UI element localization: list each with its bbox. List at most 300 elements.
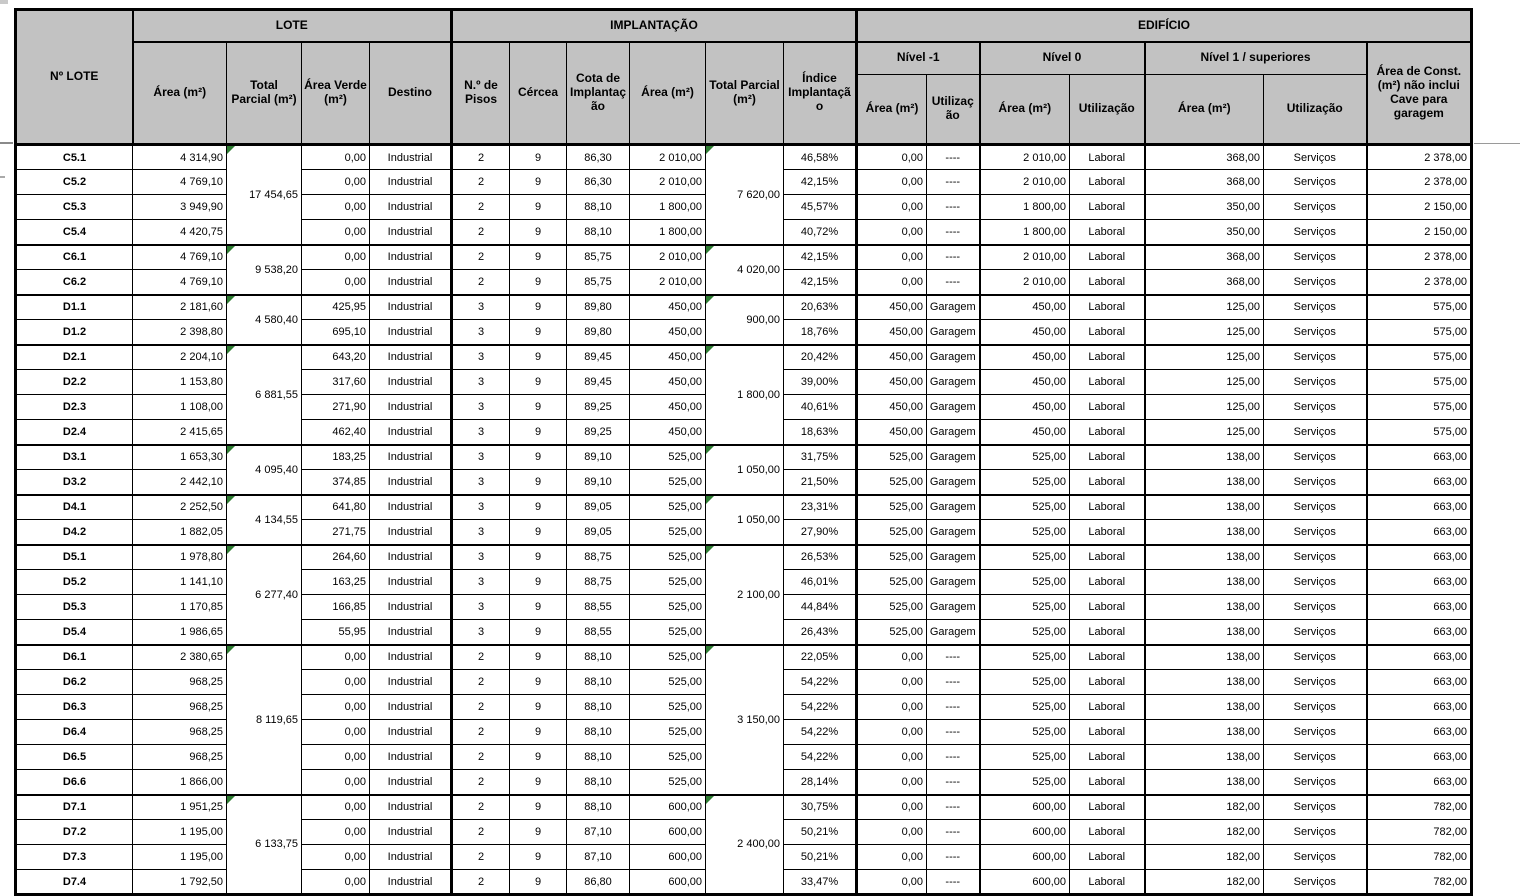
cell-cercea: 9 (510, 170, 567, 195)
cell-cota: 88,55 (567, 620, 630, 645)
cell-cercea: 9 (510, 420, 567, 445)
cell-ns-utilizacao: Serviços (1264, 370, 1367, 395)
cell-impl-area: 1 800,00 (630, 195, 706, 220)
cell-cota: 89,25 (567, 420, 630, 445)
cell-n0-utilizacao: Laboral (1070, 520, 1145, 545)
cell-destino: Industrial (370, 470, 452, 495)
cell-ns-area: 138,00 (1145, 595, 1264, 620)
cell-const-area: 2 150,00 (1367, 220, 1472, 245)
cell-destino: Industrial (370, 795, 452, 820)
cell-area-verde: 374,85 (302, 470, 370, 495)
cell-n1-utilizacao: Garagem (927, 445, 980, 470)
cell-ns-utilizacao: Serviços (1264, 645, 1367, 670)
cell-ns-area: 138,00 (1145, 495, 1264, 520)
cell-lote-id: C5.1 (16, 145, 133, 170)
header-cercea: Cércea (510, 42, 567, 145)
cell-ns-area: 138,00 (1145, 770, 1264, 795)
cell-impl-area: 600,00 (630, 820, 706, 845)
cell-const-area: 782,00 (1367, 845, 1472, 870)
cell-area-verde: 0,00 (302, 720, 370, 745)
cell-cota: 86,30 (567, 145, 630, 170)
cell-n1-area: 0,00 (857, 645, 927, 670)
cell-area-verde: 0,00 (302, 245, 370, 270)
cell-indice: 45,57% (784, 195, 857, 220)
cell-n1-area: 525,00 (857, 595, 927, 620)
cell-destino: Industrial (370, 370, 452, 395)
cell-n1-utilizacao: Garagem (927, 470, 980, 495)
cell-pisos: 2 (452, 145, 510, 170)
cell-lote-area: 2 380,65 (133, 645, 227, 670)
cell-cercea: 9 (510, 320, 567, 345)
cell-ns-utilizacao: Serviços (1264, 820, 1367, 845)
cell-indice: 27,90% (784, 520, 857, 545)
cell-impl-area: 2 010,00 (630, 145, 706, 170)
cell-pisos: 2 (452, 220, 510, 245)
cell-ns-utilizacao: Serviços (1264, 620, 1367, 645)
cell-lote-area: 1 792,50 (133, 870, 227, 895)
cell-n0-area: 525,00 (980, 545, 1070, 570)
cell-corner-marker-icon (227, 796, 235, 804)
cell-n0-utilizacao: Laboral (1070, 745, 1145, 770)
cell-ns-area: 125,00 (1145, 320, 1264, 345)
cell-cercea: 9 (510, 820, 567, 845)
cell-cercea: 9 (510, 145, 567, 170)
cell-n1-area: 525,00 (857, 620, 927, 645)
cell-n1-utilizacao: ---- (927, 745, 980, 770)
cell-lote-area: 1 195,00 (133, 820, 227, 845)
cell-impl-area: 525,00 (630, 470, 706, 495)
cell-const-area: 663,00 (1367, 620, 1472, 645)
cell-ns-utilizacao: Serviços (1264, 345, 1367, 370)
cell-n0-utilizacao: Laboral (1070, 670, 1145, 695)
cell-ns-area: 368,00 (1145, 145, 1264, 170)
cell-impl-total-parcial: 4 020,00 (706, 245, 784, 295)
cell-ns-utilizacao: Serviços (1264, 545, 1367, 570)
cell-n0-area: 2 010,00 (980, 170, 1070, 195)
header-ns-utilizacao: Utilização (1264, 75, 1367, 145)
cell-n0-utilizacao: Laboral (1070, 695, 1145, 720)
cell-pisos: 3 (452, 420, 510, 445)
cell-const-area: 575,00 (1367, 420, 1472, 445)
cell-n0-utilizacao: Laboral (1070, 495, 1145, 520)
cell-n1-utilizacao: ---- (927, 245, 980, 270)
cell-n0-utilizacao: Laboral (1070, 620, 1145, 645)
gridline-remnant (0, 176, 5, 178)
cell-lote-id: D6.3 (16, 695, 133, 720)
table-header (16, 10, 1472, 145)
header-no-lote: Nº LOTE (16, 10, 133, 145)
cell-n1-area: 0,00 (857, 870, 927, 895)
cell-destino: Industrial (370, 445, 452, 470)
cell-const-area: 575,00 (1367, 395, 1472, 420)
cell-cercea: 9 (510, 370, 567, 395)
cell-pisos: 3 (452, 370, 510, 395)
cell-cota: 87,10 (567, 820, 630, 845)
cell-lote-area: 4 314,90 (133, 145, 227, 170)
cell-n1-utilizacao: Garagem (927, 595, 980, 620)
gridline-remnant (0, 142, 13, 144)
cell-n0-area: 525,00 (980, 495, 1070, 520)
cell-ns-utilizacao: Serviços (1264, 595, 1367, 620)
cell-ns-area: 182,00 (1145, 870, 1264, 895)
cell-cota: 88,10 (567, 195, 630, 220)
cell-const-area: 663,00 (1367, 670, 1472, 695)
cell-n1-utilizacao: Garagem (927, 520, 980, 545)
cell-const-area: 2 378,00 (1367, 145, 1472, 170)
cell-ns-area: 125,00 (1145, 370, 1264, 395)
cell-pisos: 2 (452, 720, 510, 745)
cell-n1-utilizacao: ---- (927, 220, 980, 245)
cell-const-area: 663,00 (1367, 695, 1472, 720)
cell-pisos: 2 (452, 820, 510, 845)
cell-cota: 89,45 (567, 345, 630, 370)
cell-n0-area: 1 800,00 (980, 195, 1070, 220)
cell-lote-id: D2.2 (16, 370, 133, 395)
cell-corner-marker-icon (706, 646, 714, 654)
cell-n1-area: 0,00 (857, 745, 927, 770)
cell-area-verde: 183,25 (302, 445, 370, 470)
cell-ns-utilizacao: Serviços (1264, 745, 1367, 770)
cell-ns-area: 138,00 (1145, 670, 1264, 695)
cell-destino: Industrial (370, 420, 452, 445)
cell-impl-total-parcial: 2 100,00 (706, 545, 784, 645)
cell-ns-utilizacao: Serviços (1264, 395, 1367, 420)
cell-n1-utilizacao: ---- (927, 720, 980, 745)
cell-impl-total-parcial: 7 620,00 (706, 145, 784, 245)
cell-n1-area: 525,00 (857, 495, 927, 520)
cell-impl-area: 525,00 (630, 520, 706, 545)
cell-cercea: 9 (510, 620, 567, 645)
cell-cercea: 9 (510, 395, 567, 420)
header-nivel-1-superiores: Nível 1 / superiores (1145, 42, 1367, 75)
cell-lote-id: D5.1 (16, 545, 133, 570)
cell-n0-utilizacao: Laboral (1070, 770, 1145, 795)
cell-area-verde: 271,90 (302, 395, 370, 420)
cell-destino: Industrial (370, 395, 452, 420)
table-body (16, 145, 1472, 895)
cell-n1-utilizacao: Garagem (927, 345, 980, 370)
cell-n0-utilizacao: Laboral (1070, 870, 1145, 895)
cell-n0-utilizacao: Laboral (1070, 170, 1145, 195)
cell-indice: 54,22% (784, 670, 857, 695)
cell-destino: Industrial (370, 870, 452, 895)
cell-cercea: 9 (510, 845, 567, 870)
cell-ns-area: 125,00 (1145, 295, 1264, 320)
cell-lote-total-parcial: 6 881,55 (227, 345, 302, 445)
cell-area-verde: 0,00 (302, 745, 370, 770)
cell-n0-area: 525,00 (980, 445, 1070, 470)
cell-impl-area: 525,00 (630, 545, 706, 570)
cell-n1-area: 0,00 (857, 220, 927, 245)
cell-impl-total-parcial: 1 050,00 (706, 445, 784, 495)
cell-ns-area: 138,00 (1145, 645, 1264, 670)
cell-area-verde: 0,00 (302, 170, 370, 195)
cell-corner-marker-icon (706, 796, 714, 804)
cell-impl-area: 2 010,00 (630, 245, 706, 270)
cell-lote-id: D6.6 (16, 770, 133, 795)
cell-lote-id: D7.2 (16, 820, 133, 845)
cell-area-verde: 0,00 (302, 845, 370, 870)
cell-corner-marker-icon (227, 246, 235, 254)
cell-cercea: 9 (510, 570, 567, 595)
cell-indice: 20,42% (784, 345, 857, 370)
cell-area-verde: 317,60 (302, 370, 370, 395)
cell-n1-utilizacao: Garagem (927, 545, 980, 570)
cell-pisos: 3 (452, 545, 510, 570)
cell-cota: 85,75 (567, 245, 630, 270)
cell-n1-area: 0,00 (857, 195, 927, 220)
cell-n0-utilizacao: Laboral (1070, 295, 1145, 320)
cell-n1-area: 0,00 (857, 245, 927, 270)
cell-cercea: 9 (510, 270, 567, 295)
cell-n0-area: 600,00 (980, 845, 1070, 870)
cell-lote-id: D5.3 (16, 595, 133, 620)
cell-const-area: 663,00 (1367, 545, 1472, 570)
cell-area-verde: 166,85 (302, 595, 370, 620)
cell-corner-marker-icon (706, 446, 714, 454)
cell-cota: 88,10 (567, 220, 630, 245)
cell-const-area: 663,00 (1367, 645, 1472, 670)
cell-n1-utilizacao: Garagem (927, 620, 980, 645)
cell-lote-area: 2 181,60 (133, 295, 227, 320)
cell-lote-area: 1 866,00 (133, 770, 227, 795)
cell-const-area: 575,00 (1367, 345, 1472, 370)
cell-cota: 86,30 (567, 170, 630, 195)
cell-impl-area: 525,00 (630, 570, 706, 595)
cell-cercea: 9 (510, 645, 567, 670)
cell-n0-area: 525,00 (980, 695, 1070, 720)
header-ns-area: Área (m²) (1145, 75, 1264, 145)
header-lote-group: LOTE (133, 10, 452, 42)
cell-lote-area: 1 978,80 (133, 545, 227, 570)
lots-table (14, 8, 1473, 896)
cell-indice: 42,15% (784, 170, 857, 195)
cell-cota: 89,25 (567, 395, 630, 420)
cell-indice: 28,14% (784, 770, 857, 795)
cell-n0-utilizacao: Laboral (1070, 795, 1145, 820)
cell-pisos: 3 (452, 320, 510, 345)
cell-area-verde: 0,00 (302, 270, 370, 295)
cell-indice: 18,76% (784, 320, 857, 345)
cell-const-area: 2 378,00 (1367, 170, 1472, 195)
cell-area-verde: 163,25 (302, 570, 370, 595)
cell-impl-area: 450,00 (630, 345, 706, 370)
cell-n0-area: 600,00 (980, 820, 1070, 845)
cell-impl-area: 525,00 (630, 770, 706, 795)
cell-lote-id: D4.1 (16, 495, 133, 520)
cell-lote-area: 1 653,30 (133, 445, 227, 470)
cell-n0-utilizacao: Laboral (1070, 370, 1145, 395)
cell-n0-area: 450,00 (980, 395, 1070, 420)
cell-area-verde: 0,00 (302, 195, 370, 220)
cell-lote-total-parcial: 6 133,75 (227, 795, 302, 895)
cell-lote-total-parcial: 4 580,40 (227, 295, 302, 345)
cell-pisos: 2 (452, 795, 510, 820)
cell-n1-utilizacao: ---- (927, 695, 980, 720)
cell-impl-area: 525,00 (630, 445, 706, 470)
cell-ns-utilizacao: Serviços (1264, 870, 1367, 895)
cell-indice: 26,43% (784, 620, 857, 645)
cell-area-verde: 264,60 (302, 545, 370, 570)
header-edificio-group: EDIFÍCIO (857, 10, 1472, 42)
cell-ns-area: 182,00 (1145, 820, 1264, 845)
cell-n0-utilizacao: Laboral (1070, 345, 1145, 370)
cell-n1-utilizacao: ---- (927, 670, 980, 695)
cell-indice: 26,53% (784, 545, 857, 570)
cell-n1-area: 0,00 (857, 670, 927, 695)
cell-destino: Industrial (370, 745, 452, 770)
cell-destino: Industrial (370, 220, 452, 245)
cell-corner-marker-icon (227, 296, 235, 304)
cell-pisos: 3 (452, 445, 510, 470)
cell-n1-area: 450,00 (857, 395, 927, 420)
cell-indice: 46,01% (784, 570, 857, 595)
cell-const-area: 2 378,00 (1367, 245, 1472, 270)
cell-destino: Industrial (370, 695, 452, 720)
cell-impl-total-parcial: 2 400,00 (706, 795, 784, 895)
cell-n0-utilizacao: Laboral (1070, 320, 1145, 345)
cell-n0-utilizacao: Laboral (1070, 195, 1145, 220)
cell-lote-id: D4.2 (16, 520, 133, 545)
cell-const-area: 663,00 (1367, 470, 1472, 495)
cell-lote-id: D2.3 (16, 395, 133, 420)
cell-n1-utilizacao: ---- (927, 795, 980, 820)
cell-cercea: 9 (510, 770, 567, 795)
cell-ns-area: 138,00 (1145, 470, 1264, 495)
header-n-pisos: N.º de Pisos (452, 42, 510, 145)
cell-n0-utilizacao: Laboral (1070, 845, 1145, 870)
cell-destino: Industrial (370, 645, 452, 670)
cell-n1-utilizacao: ---- (927, 645, 980, 670)
cell-pisos: 2 (452, 870, 510, 895)
cell-pisos: 2 (452, 170, 510, 195)
cell-n0-area: 450,00 (980, 345, 1070, 370)
cell-const-area: 663,00 (1367, 495, 1472, 520)
cell-area-verde: 462,40 (302, 420, 370, 445)
cell-cercea: 9 (510, 495, 567, 520)
cell-ns-utilizacao: Serviços (1264, 520, 1367, 545)
cell-ns-utilizacao: Serviços (1264, 145, 1367, 170)
cell-n0-utilizacao: Laboral (1070, 245, 1145, 270)
cell-destino: Industrial (370, 245, 452, 270)
cell-ns-area: 368,00 (1145, 270, 1264, 295)
cell-destino: Industrial (370, 620, 452, 645)
cell-area-verde: 0,00 (302, 870, 370, 895)
cell-n0-area: 2 010,00 (980, 270, 1070, 295)
cell-cota: 89,10 (567, 445, 630, 470)
cell-pisos: 2 (452, 745, 510, 770)
cell-lote-id: D5.2 (16, 570, 133, 595)
cell-n0-area: 600,00 (980, 870, 1070, 895)
header-nivel-m1: Nível -1 (857, 42, 980, 75)
cell-lote-id: D6.2 (16, 670, 133, 695)
cell-pisos: 3 (452, 520, 510, 545)
cell-destino: Industrial (370, 195, 452, 220)
cell-const-area: 782,00 (1367, 870, 1472, 895)
cell-n1-area: 0,00 (857, 845, 927, 870)
cell-lote-area: 968,25 (133, 695, 227, 720)
cell-cercea: 9 (510, 220, 567, 245)
cell-n0-utilizacao: Laboral (1070, 145, 1145, 170)
cell-lote-id: D7.1 (16, 795, 133, 820)
cell-corner-marker-icon (706, 146, 714, 154)
cell-destino: Industrial (370, 320, 452, 345)
cell-area-verde: 0,00 (302, 820, 370, 845)
cell-n0-area: 525,00 (980, 570, 1070, 595)
cell-indice: 33,47% (784, 870, 857, 895)
cell-corner-marker-icon (227, 146, 235, 154)
cell-lote-id: D5.4 (16, 620, 133, 645)
cell-n0-utilizacao: Laboral (1070, 395, 1145, 420)
cell-lote-total-parcial: 4 134,55 (227, 495, 302, 545)
cell-cota: 88,75 (567, 545, 630, 570)
header-n1-utilizacao: Utilização (927, 75, 980, 145)
cell-area-verde: 695,10 (302, 320, 370, 345)
cell-impl-area: 2 010,00 (630, 270, 706, 295)
cell-ns-utilizacao: Serviços (1264, 220, 1367, 245)
cell-n1-utilizacao: Garagem (927, 495, 980, 520)
cell-n1-area: 0,00 (857, 170, 927, 195)
cell-cercea: 9 (510, 545, 567, 570)
cell-pisos: 3 (452, 570, 510, 595)
cell-lote-area: 1 108,00 (133, 395, 227, 420)
cell-lote-id: D7.4 (16, 870, 133, 895)
cell-n0-utilizacao: Laboral (1070, 595, 1145, 620)
cell-const-area: 663,00 (1367, 445, 1472, 470)
cell-n1-utilizacao: ---- (927, 770, 980, 795)
cell-cota: 89,10 (567, 470, 630, 495)
cell-cota: 88,75 (567, 570, 630, 595)
cell-n0-area: 525,00 (980, 595, 1070, 620)
cell-const-area: 575,00 (1367, 320, 1472, 345)
cell-corner-marker-icon (706, 296, 714, 304)
cell-cercea: 9 (510, 695, 567, 720)
cell-n1-utilizacao: Garagem (927, 320, 980, 345)
cell-lote-area: 1 153,80 (133, 370, 227, 395)
cell-ns-area: 138,00 (1145, 695, 1264, 720)
cell-ns-area: 138,00 (1145, 445, 1264, 470)
cell-impl-area: 600,00 (630, 845, 706, 870)
cell-corner-marker-icon (706, 346, 714, 354)
cell-lote-area: 968,25 (133, 745, 227, 770)
cell-cota: 88,10 (567, 645, 630, 670)
cell-lote-area: 3 949,90 (133, 195, 227, 220)
cell-lote-area: 968,25 (133, 670, 227, 695)
cell-lote-total-parcial: 6 277,40 (227, 545, 302, 645)
cell-const-area: 663,00 (1367, 520, 1472, 545)
cell-pisos: 2 (452, 770, 510, 795)
cell-cota: 88,10 (567, 745, 630, 770)
cell-ns-utilizacao: Serviços (1264, 195, 1367, 220)
cell-lote-area: 1 986,65 (133, 620, 227, 645)
header-impl-total-parcial: Total Parcial (m²) (706, 42, 784, 145)
cell-indice: 21,50% (784, 470, 857, 495)
header-area-verde: Área Verde (m²) (302, 42, 370, 145)
cell-destino: Industrial (370, 520, 452, 545)
cell-impl-area: 2 010,00 (630, 170, 706, 195)
cell-lote-total-parcial: 9 538,20 (227, 245, 302, 295)
cell-n1-utilizacao: ---- (927, 195, 980, 220)
cell-n1-area: 525,00 (857, 545, 927, 570)
cell-n1-utilizacao: ---- (927, 270, 980, 295)
cell-ns-utilizacao: Serviços (1264, 770, 1367, 795)
cell-n1-utilizacao: Garagem (927, 370, 980, 395)
cell-n1-area: 525,00 (857, 470, 927, 495)
cell-lote-id: D1.1 (16, 295, 133, 320)
cell-const-area: 663,00 (1367, 595, 1472, 620)
cell-n0-utilizacao: Laboral (1070, 570, 1145, 595)
cell-ns-utilizacao: Serviços (1264, 270, 1367, 295)
